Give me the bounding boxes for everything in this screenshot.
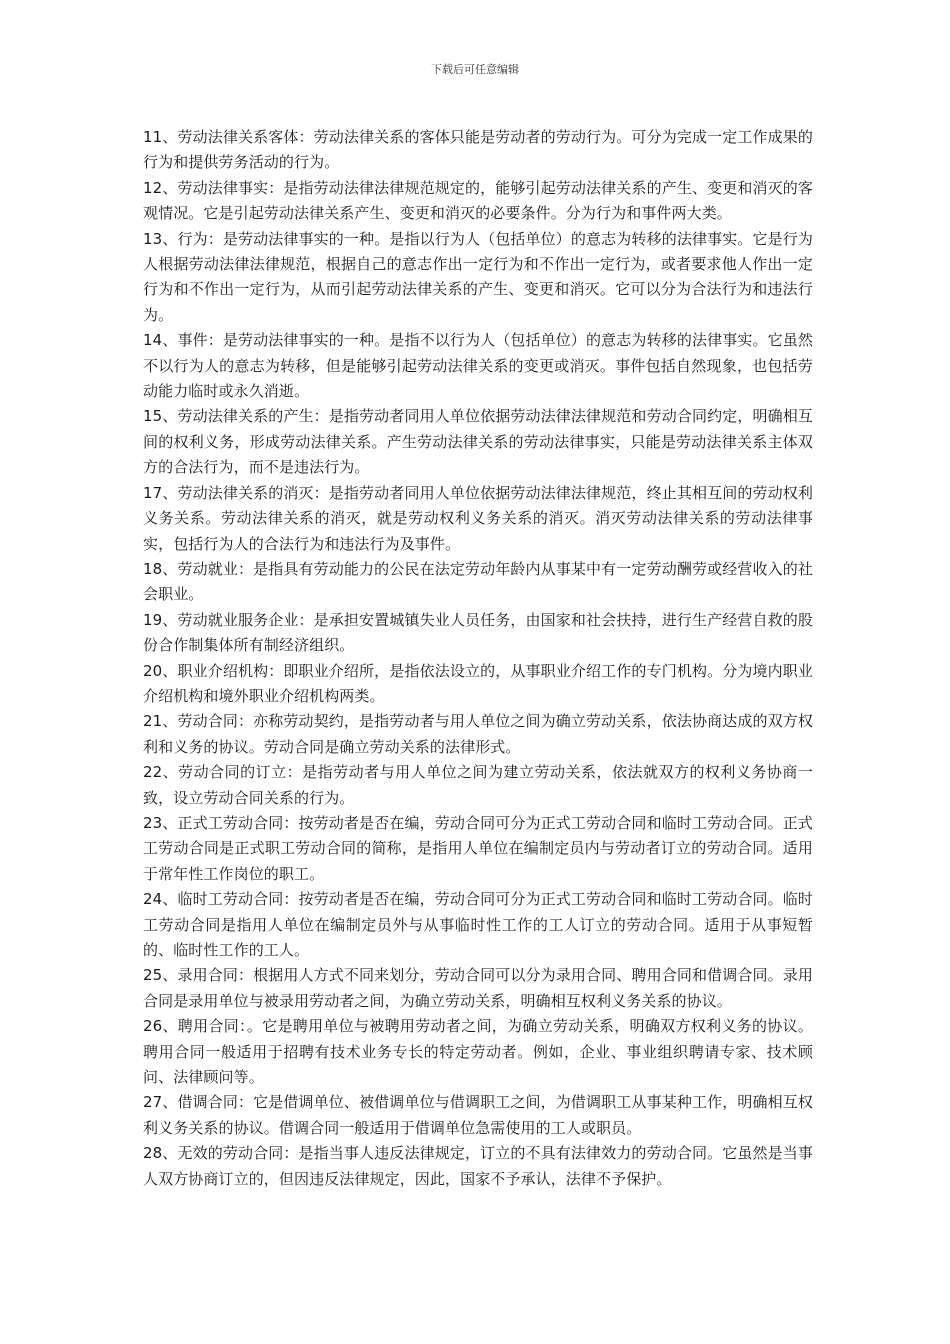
page-header: 下载后可任意编辑 — [431, 63, 519, 76]
term-entry-11: 11、劳动法律关系客体：劳动法律关系的客体只能是劳动者的劳动行为。可分为完成一定工作成果的行为和提供劳务活动的行为。 — [143, 128, 813, 172]
term-entry-21: 21、劳动合同：亦称劳动契约，是指劳动者与用人单位之间为确立劳动关系，依法协商达成的双方权利和义务的协议。劳动合同是确立劳动关系的法律形式。 — [143, 712, 813, 756]
term-entry-15: 15、劳动法律关系的产生：是指劳动者同用人单位依据劳动法律法律规范和劳动合同约定，明确相互间的权利义务，形成劳动法律关系。产生劳动法律关系的劳动法律事实，只能是劳动法律关系主体双方的合法行为，而不是违法行为。 — [143, 407, 813, 477]
term-entry-18: 18、劳动就业：是指具有劳动能力的公民在法定劳动年龄内从事某中有一定劳动酬劳或经营收入的社会职业。 — [143, 559, 813, 604]
document-body — [143, 125, 813, 1192]
term-entry-14: 14、事件：是劳动法律事实的一种。是指不以行为人（包括单位）的意志为转移的法律事实。它虽然不以行为人的意志为转移，但是能够引起劳动法律关系的变更或消灭。事件包括自然现象，也包括劳动能力临时或永久消逝。 — [143, 331, 813, 401]
term-entry-22: 22、劳动合同的订立：是指劳动者与用人单位之间为建立劳动关系，依法就双方的权利义务协商一致，设立劳动合同关系的行为。 — [143, 763, 813, 807]
term-entry-17: 17、劳动法律关系的消灭：是指劳动者同用人单位依据劳动法律法律规范，终止其相互间的劳动权利义务关系。劳动法律关系的消灭，就是劳动权利义务关系的消灭。消灭劳动法律关系的劳动法律事实，包括行为人的合法行为和违法行为及事件。 — [143, 483, 813, 553]
term-entry-13: 13、行为：是劳动法律事实的一种。是指以行为人（包括单位）的意志为转移的法律事实。它是行为人根据劳动法律法律规范，根据自己的意志作出一定行为和不作出一定行为，或者要求他人作出一定行为和不作出一定行为，从而引起劳动法律关系的产生、变更和消灭。它可以分为合法行为和违法行为。 — [143, 229, 813, 324]
term-entry-25: 25、录用合同：根据用人方式不同来划分，劳动合同可以分为录用合同、聘用合同和借调合同。录用合同是录用单位与被录用劳动者之间，为确立劳动关系，明确相互权利义务关系的协议。 — [143, 966, 813, 1010]
term-entry-20: 20、职业介绍机构：即职业介绍所，是指依法设立的，从事职业介绍工作的专门机构。分为境内职业介绍机构和境外职业介绍机构两类。 — [143, 661, 813, 705]
term-entry-23: 23、正式工劳动合同：按劳动者是否在编，劳动合同可分为正式工劳动合同和临时工劳动合同。正式工劳动合同是正式职工劳动合同的简称，是指用人单位在编制定员内与劳动者订立的劳动合同。适用于常年性工作岗位的职工。 — [143, 813, 813, 883]
term-entry-28: 28、无效的劳动合同：是指当事人违反法律规定，订立的不具有法律效力的劳动合同。它虽然是当事人双方协商订立的，但因违反法律规定，因此，国家不予承认，法律不予保护。 — [143, 1144, 813, 1188]
term-entry-12: 12、劳动法律事实：是指劳动法律法律规范规定的，能够引起劳动法律关系的产生、变更和消灭的客观情况。它是引起劳动法律关系产生、变更和消灭的必要条件。分为行为和事件两大类。 — [143, 178, 813, 223]
term-entry-26: 26、聘用合同：。它是聘用单位与被聘用劳动者之间，为确立劳动关系，明确双方权利义务的协议。聘用合同一般适用于招聘有技术业务专长的特定劳动者。例如，企业、事业组织聘请专家、技术顾问、法律顾问等。 — [143, 1017, 813, 1087]
term-entry-24: 24、临时工劳动合同：按劳动者是否在编，劳动合同可分为正式工劳动合同和临时工劳动合同。临时工劳动合同是指用人单位在编制定员外与从事临时性工作的工人订立的劳动合同。适用于从事短暂的、临时性工作的工人。 — [143, 890, 813, 959]
term-entry-27: 27、借调合同：它是借调单位、被借调单位与借调职工之间，为借调职工从事某种工作，明确相互权利义务关系的协议。借调合同一般适用于借调单位急需使用的工人或职员。 — [143, 1093, 813, 1137]
term-entry-19: 19、劳动就业服务企业：是承担安置城镇失业人员任务，由国家和社会扶持，进行生产经营自救的股份合作制集体所有制经济组织。 — [143, 610, 813, 655]
